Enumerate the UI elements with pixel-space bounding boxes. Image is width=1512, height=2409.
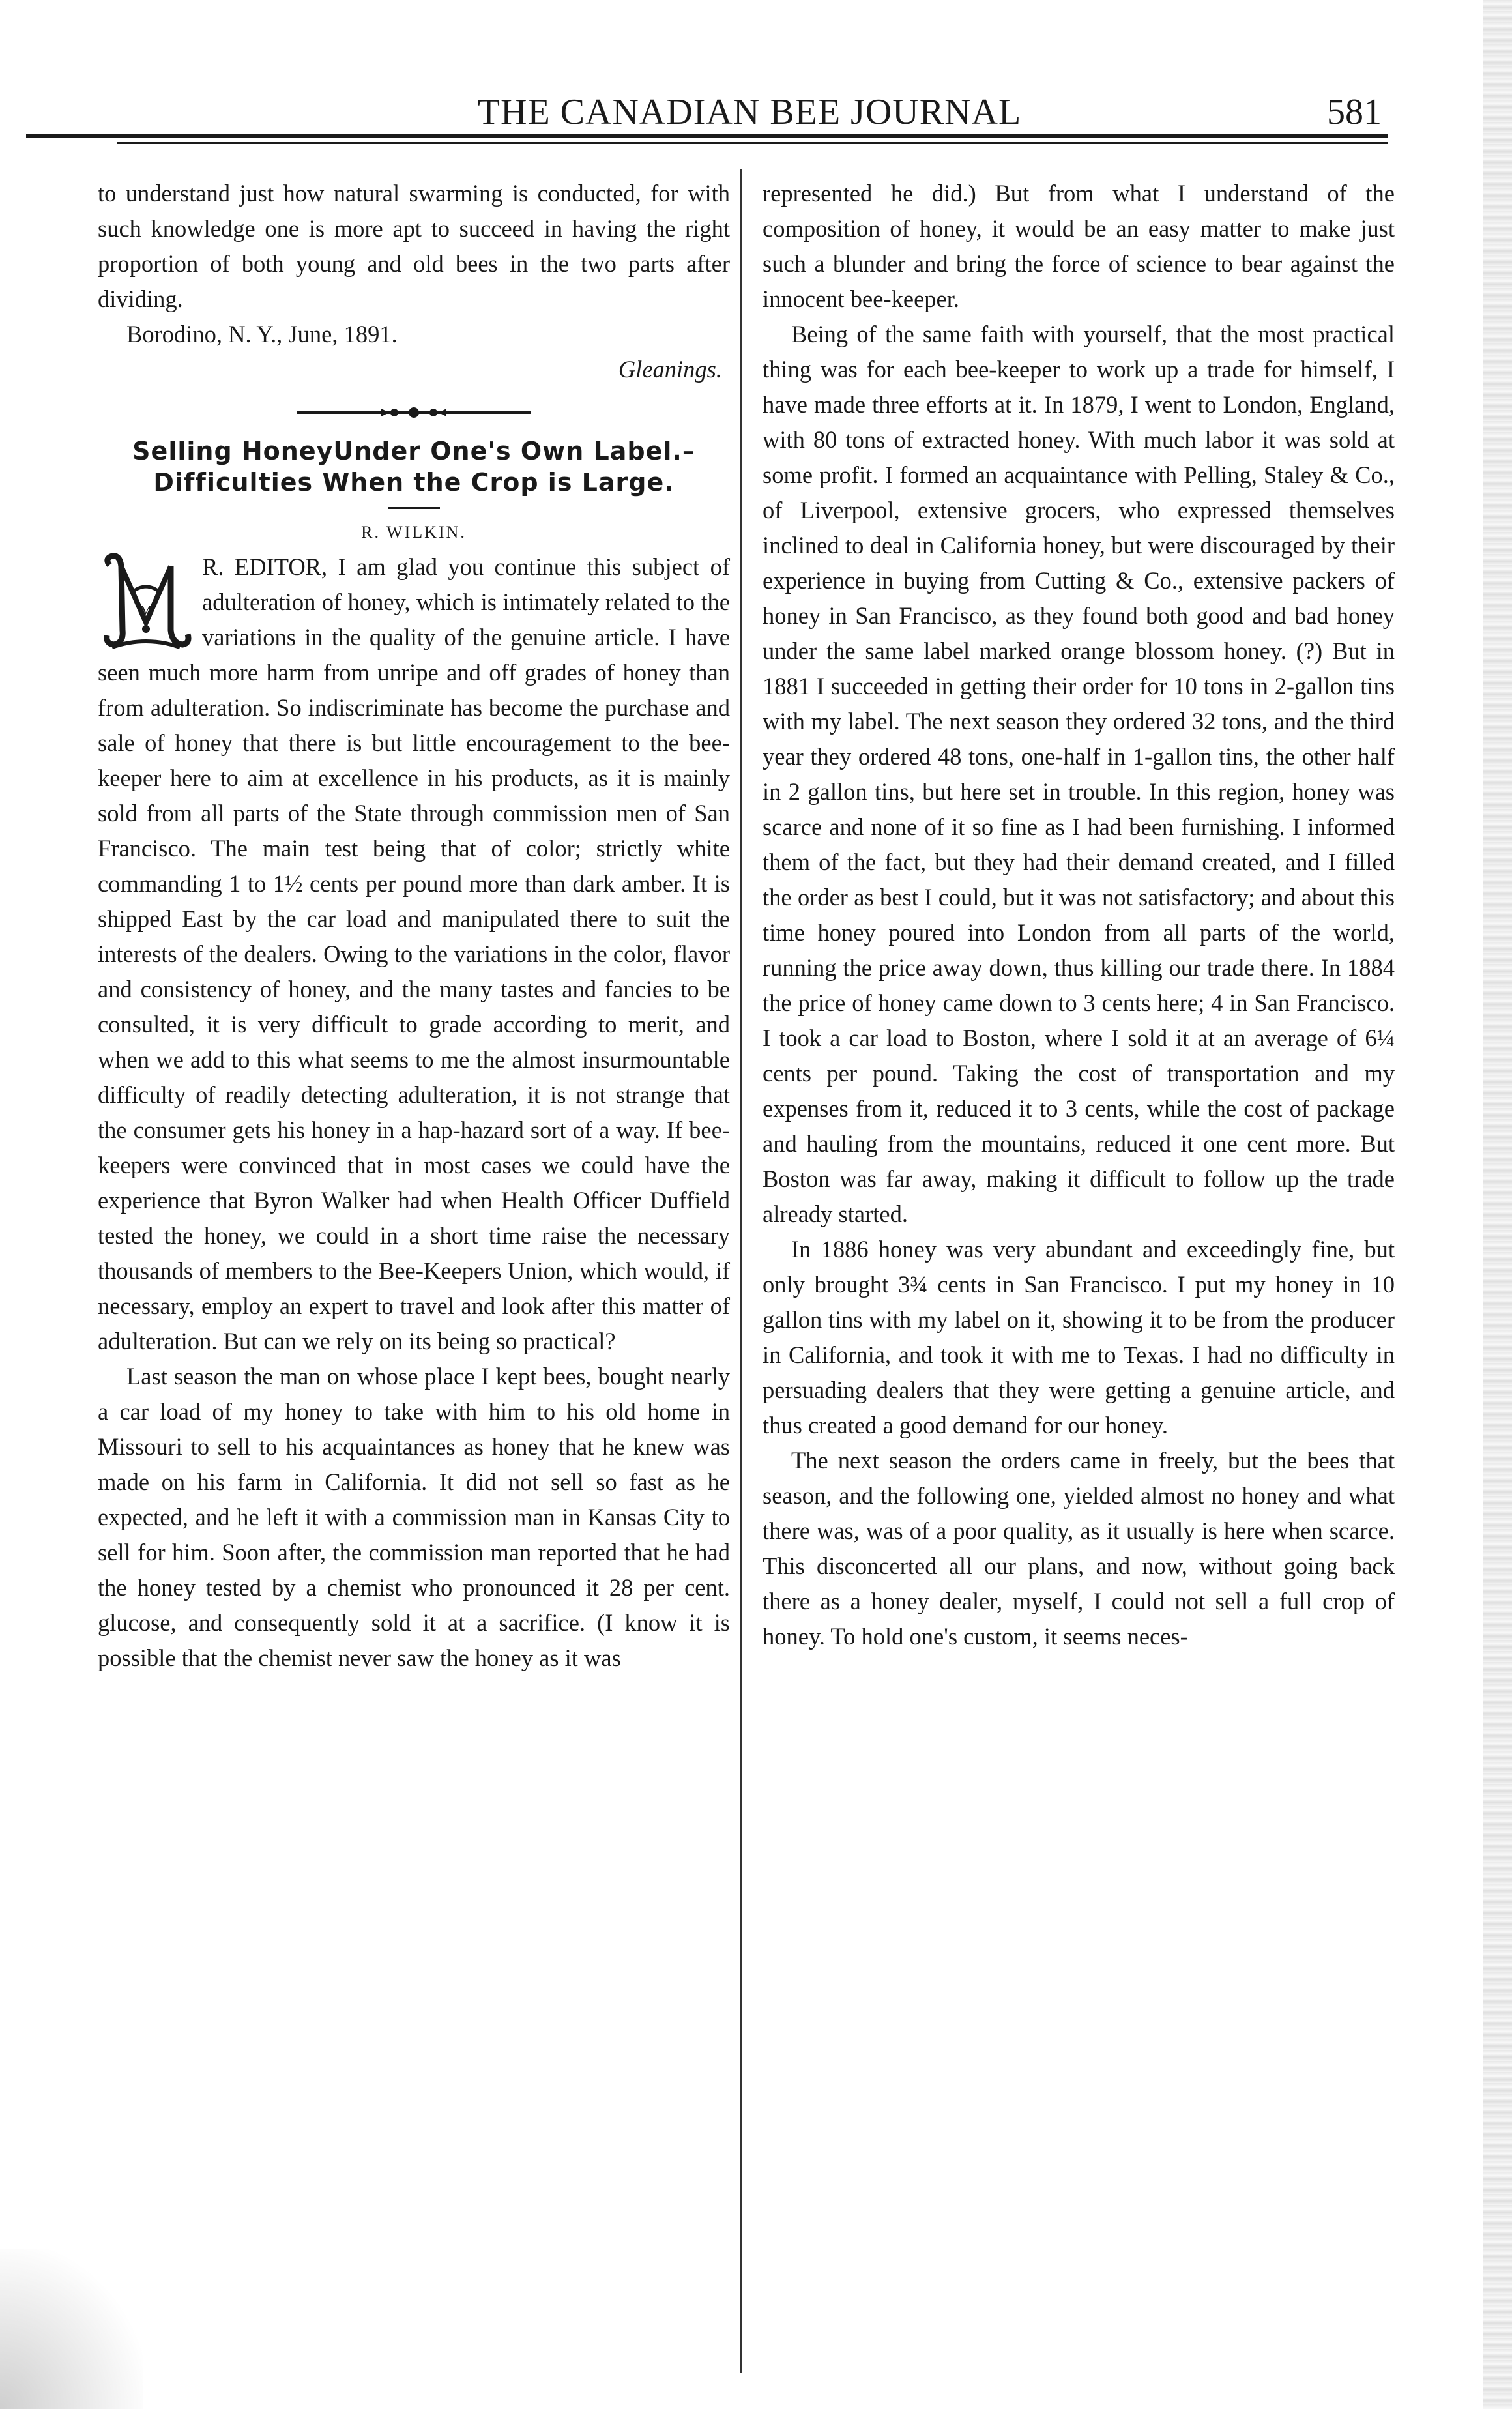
article-paragraph: Last season the man on whose place I kept bees, bought nearly a car load of my honey to take with him to his old home in Missouri to sell to his acquaintances as honey that he knew was made on his farm in California. It did not sell so fast as he expected, and he left it with a commission man in Kansas City to sell for him. Soon after, the commission man reported that he had the honey tested by a chemist who pronounced it 28 per cent. glucose, and consequently sold it at a sacrifice. (I know it is possible that the chemist never saw the honey as it was xyxy=(98,1363,730,1671)
article-paragraph: R. EDITOR, I am glad you continue this subject of adulteration of honey, which is intimately related to the variations in the quality of the genuine article. I have seen much more harm from unripe and off grades of honey than from adulteration. So indiscriminate has become the purchase and sale of honey that there is but little encouragement to the bee-keeper here to aim at excellence in his products, as it is mainly sold from all parts of the State through commission men of San Francisco. The main test being that of color; strictly white commanding 1 to 1½ cents per pound more than dark amber. It is shipped East by the car load and manipulated there to suit the interests of the dealers. Owing to the variations in the color, flavor and consistency of honey, and the many tastes and fancies to be consulted, it is very difficult to grade according to merit, and when we add to this what seems to me the almost insurmountable difficulty of readily detecting adulteration, it is not strange that the consumer gets his honey in a hap-hazard sort of a way. If bee-keepers were convinced that in most cases we could have the experience that Byron Walker had when Health Officer Duffield tested the honey, we could in a short time raise the necessary thousands of members to the Bee-Keepers Union, which would, if necessary, employ an expert to travel and look after this matter of adulteration. But can we rely on its being so practical? xyxy=(98,553,730,1354)
ornamental-dropcap xyxy=(98,552,194,650)
page-number: 581 xyxy=(1327,92,1382,132)
left-column xyxy=(98,176,730,1676)
source-credit: Gleanings. xyxy=(618,356,722,383)
article-headline: Selling HoneyUnder One's Own Label.– Difficulties When the Crop is Large. xyxy=(132,437,695,497)
article-paragraph: In 1886 honey was very abundant and exceedingly fine, but only brought 3¾ cents in San Francisco. I put my honey in 10 gallon tins with my label on it, showing it to be from the producer in California, and took it with me to Texas. I had no difficulty in persuading dealers that they were getting a genuine article, and thus created a good demand for our honey. xyxy=(763,1236,1395,1438)
scan-corner-smudge xyxy=(0,2249,143,2409)
dateline: Borodino, N. Y., June, 1891. xyxy=(126,321,398,347)
scan-edge-noise xyxy=(1483,0,1512,2409)
article-paragraph: represented he did.) But from what I understand of the composition of honey, it would be an easy matter to make just such a blunder and bring the force of science to bear against the innocent bee-keeper. xyxy=(763,180,1395,312)
running-header xyxy=(111,85,1388,137)
header-rule xyxy=(26,134,1388,138)
header-rule-thin xyxy=(117,142,1388,144)
article-paragraph: Being of the same faith with yourself, that the most practical thing was for each bee-keeper to work up a trade for himself, I have made three efforts at it. In 1879, I went to London, England, with 80 tons of extracted honey. With much labor it was sold at some profit. I formed an acquaintance with Pelling, Staley & Co., of Liverpool, extensive grocers, who expressed themselves inclined to deal in California honey, but were discouraged by their experience in buying from Cutting & Co., extensive packers of honey in San Francisco, as they found both good and bad honey under the same label marked orange blossom honey. (?) But in 1881 I succeeded in getting their order for 10 tons in 2-gallon tins with my label. The next season they ordered 32 tons, and the third year they ordered 48 tons, one-half in 1-gallon tins, the other half in 2 gallon tins, but here set in trouble. In this region, honey was scarce and none of it so fine as I had been furnishing. I informed them of the fact, but they had their demand created, and I filled the order as best I could, but it was not satisfactory; and about this time honey poured into London from all parts of the world, running the price away down, thus killing our trade there. In 1884 the price of honey came down to 3 cents here; 4 in San Francisco. I took a car load to Boston, where I sold it at an average of 6¼ cents per pound. Taking the cost of transportation and my expenses from it, reduced it to 3 cents, while the cost of package and hauling from the mountains, reduced it one cent more. But Boston was far away, making it difficult to follow up the trade already started. xyxy=(763,321,1395,1227)
article-paragraph: The next season the orders came in freely, but the bees that season, and the following one, yielded almost no honey and what there was, was of a poor quality, as it usually is here when scarce. This disconcerted all our plans, and now, without going back there as a honey dealer, myself, I could not sell a full crop of honey. To hold one's custom, it seems neces- xyxy=(763,1447,1395,1650)
section-divider-ornament xyxy=(98,396,730,429)
continued-paragraph: to understand just how natural swarming is conducted, for with such knowledge one is more apt to succeed in having the right proportion of both young and old bees in the two parts after dividing. xyxy=(98,180,730,312)
journal-title: THE CANADIAN BEE JOURNAL xyxy=(477,92,1022,132)
column-divider xyxy=(740,169,742,2372)
author-byline: R. WILKIN. xyxy=(361,523,467,542)
right-column xyxy=(763,176,1395,1654)
svg-text:M: M xyxy=(140,604,152,618)
headline-rule xyxy=(388,507,440,509)
